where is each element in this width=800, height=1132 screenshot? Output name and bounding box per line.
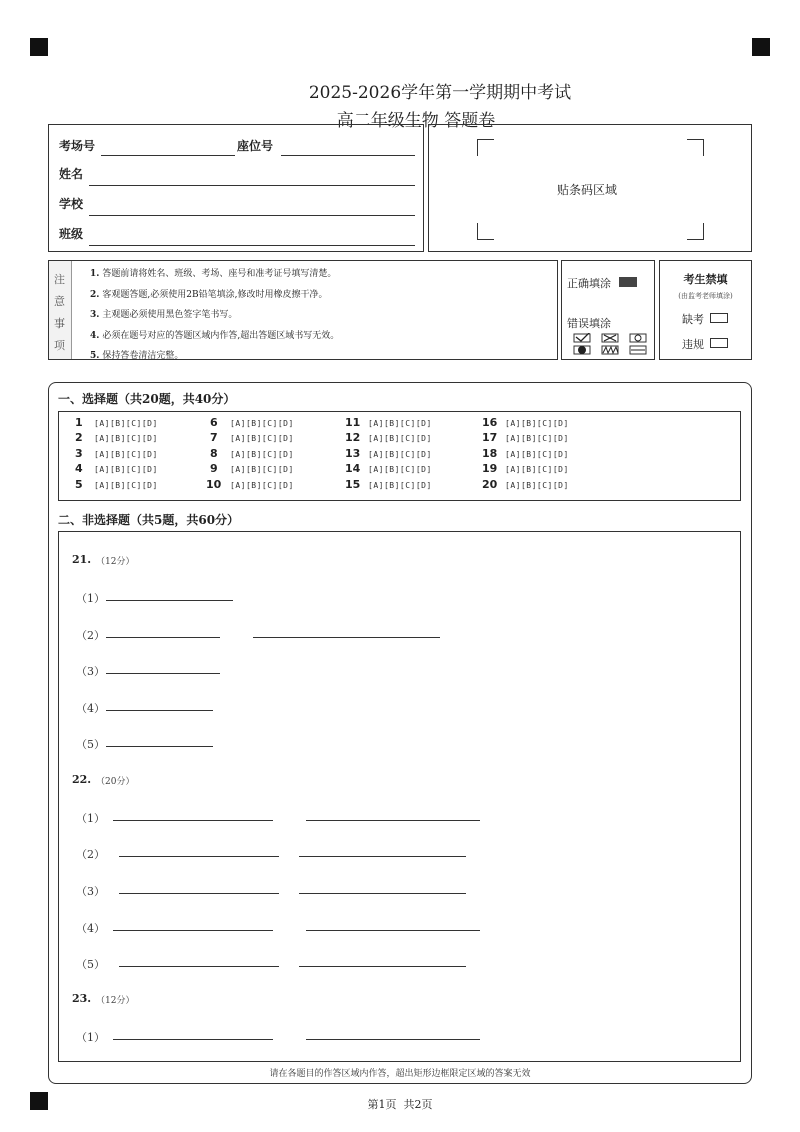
bracket-bottom-left <box>477 223 494 240</box>
answer-line[interactable] <box>119 856 279 857</box>
choice-options[interactable]: [A][B][C][D] <box>94 481 158 490</box>
page-number: 第1页 共2页 <box>367 1098 433 1111</box>
q21-part-label: （5） <box>76 738 105 751</box>
choice-options[interactable]: [A][B][C][D] <box>505 465 569 474</box>
bracket-top-right <box>687 139 704 156</box>
q21-part-label: （4） <box>76 702 105 715</box>
choice-number: 9 <box>210 462 218 475</box>
school-field[interactable] <box>89 215 415 216</box>
wrong-fill-label: 错误填涂 <box>567 317 611 330</box>
q22-number: 22. <box>72 773 92 786</box>
choice-number: 20 <box>482 478 498 491</box>
answer-line[interactable] <box>119 966 279 967</box>
choice-options[interactable]: [A][B][C][D] <box>230 434 294 443</box>
violation-checkbox[interactable] <box>710 338 728 348</box>
choice-options[interactable]: [A][B][C][D] <box>368 465 432 474</box>
choice-options[interactable]: [A][B][C][D] <box>368 434 432 443</box>
class-label: 班级 <box>59 227 84 241</box>
answer-line[interactable] <box>306 930 480 931</box>
answer-line[interactable] <box>113 820 273 821</box>
violation-label: 违规 <box>682 338 704 351</box>
q22-part-label: （1） <box>76 812 105 825</box>
choice-number: 7 <box>210 431 218 444</box>
corner-mark-top-left <box>30 38 48 56</box>
choice-options[interactable]: [A][B][C][D] <box>505 419 569 428</box>
choice-number: 16 <box>482 416 498 429</box>
absent-checkbox[interactable] <box>710 313 728 323</box>
choice-number: 2 <box>75 431 83 444</box>
seat-label: 座位号 <box>237 139 274 153</box>
choice-options[interactable]: [A][B][C][D] <box>368 419 432 428</box>
answer-line[interactable] <box>306 820 480 821</box>
student-info-box <box>48 124 424 252</box>
q23-number: 23. <box>72 992 92 1005</box>
choice-options[interactable]: [A][B][C][D] <box>230 419 294 428</box>
choice-options[interactable]: [A][B][C][D] <box>505 481 569 490</box>
choice-number: 1 <box>75 416 83 429</box>
answer-line[interactable] <box>106 673 220 674</box>
choice-number: 8 <box>210 447 218 460</box>
choice-number: 19 <box>482 462 498 475</box>
answer-line[interactable] <box>306 1039 480 1040</box>
choice-options[interactable]: [A][B][C][D] <box>230 465 294 474</box>
proctor-only-box <box>659 260 752 360</box>
exam-subtitle: 高二年级生物 答题卷 <box>336 111 496 131</box>
exam-title: 2025-2026学年第一学期期中考试 <box>308 83 572 103</box>
notice-item: 2. 客观题答题,必须使用2B铅笔填涂,修改时用橡皮擦干净。 <box>90 290 328 300</box>
choice-number: 14 <box>345 462 361 475</box>
choice-options[interactable]: [A][B][C][D] <box>94 434 158 443</box>
seat-field[interactable] <box>281 155 415 156</box>
exam-room-label: 考场号 <box>59 139 96 153</box>
choice-number: 11 <box>345 416 361 429</box>
choice-number: 3 <box>75 447 83 460</box>
choice-number: 4 <box>75 462 83 475</box>
q21-score: （12分） <box>96 557 135 567</box>
class-field[interactable] <box>89 245 415 246</box>
q21-number: 21. <box>72 553 92 566</box>
q22-score: （20分） <box>96 777 135 787</box>
section1-title: 一、选择题（共20题，共40分） <box>58 392 236 406</box>
notice-item: 4. 必须在题号对应的答题区域内作答,超出答题区域书写无效。 <box>90 331 340 341</box>
wrong-fill-check <box>574 333 590 354</box>
choice-number: 6 <box>210 416 218 429</box>
wrong-fill-samples <box>572 333 652 355</box>
q22-part-label: （2） <box>76 848 105 861</box>
q23-part-label: （1） <box>76 1031 105 1044</box>
choice-number: 10 <box>206 478 222 491</box>
choice-number: 15 <box>345 478 361 491</box>
choice-options[interactable]: [A][B][C][D] <box>505 450 569 459</box>
barcode-area <box>428 124 752 252</box>
q22-part-label: （4） <box>76 922 105 935</box>
bracket-top-left <box>477 139 494 156</box>
wrong-fill-cross <box>602 334 618 354</box>
section2-title: 二、非选择题（共5题，共60分） <box>58 513 240 527</box>
notice-item: 3. 主观题必须使用黑色签字笔书写。 <box>90 310 238 320</box>
choice-number: 12 <box>345 431 361 444</box>
choice-number: 5 <box>75 478 83 491</box>
choice-number: 18 <box>482 447 498 460</box>
answer-line[interactable] <box>119 893 279 894</box>
choice-options[interactable]: [A][B][C][D] <box>505 434 569 443</box>
notice-item: 1. 答题前请将姓名、班级、考场、座号和准考证号填写清楚。 <box>90 269 337 279</box>
absent-label: 缺考 <box>682 313 704 326</box>
answer-line[interactable] <box>106 637 220 638</box>
exam-room-field[interactable] <box>101 155 235 156</box>
choice-options[interactable]: [A][B][C][D] <box>94 465 158 474</box>
notice-side-char: 意 <box>54 295 65 308</box>
answer-line[interactable] <box>299 856 466 857</box>
q22-part-label: （5） <box>76 958 105 971</box>
answer-line[interactable] <box>253 637 440 638</box>
name-field[interactable] <box>89 185 415 186</box>
q21-part-label: （3） <box>76 665 105 678</box>
proctor-only-note: (由监考老师填涂) <box>678 292 733 300</box>
correct-fill-sample <box>619 277 637 287</box>
answer-line[interactable] <box>113 1039 273 1040</box>
q21-part-label: （1） <box>76 592 105 605</box>
answer-line[interactable] <box>299 893 466 894</box>
notice-side-char: 事 <box>54 317 65 330</box>
notice-side-char: 项 <box>54 339 65 352</box>
answer-line[interactable] <box>106 600 233 601</box>
choice-number: 13 <box>345 447 361 460</box>
choice-options[interactable]: [A][B][C][D] <box>230 450 294 459</box>
notice-item: 5. 保持答卷清洁完整。 <box>90 351 184 361</box>
subjective-area <box>58 531 741 1062</box>
answer-line[interactable] <box>106 746 213 747</box>
corner-mark-top-right <box>752 38 770 56</box>
wrong-fill-circle <box>630 334 646 354</box>
choice-options[interactable]: [A][B][C][D] <box>368 450 432 459</box>
correct-fill-label: 正确填涂 <box>567 277 611 290</box>
answer-area-warning: 请在各题目的作答区域内作答，超出矩形边框限定区域的答案无效 <box>269 1069 531 1079</box>
q21-part-label: （2） <box>76 629 105 642</box>
barcode-label: 贴条码区域 <box>557 183 618 197</box>
choice-options[interactable]: [A][B][C][D] <box>230 481 294 490</box>
bracket-bottom-right <box>687 223 704 240</box>
answer-line[interactable] <box>113 930 273 931</box>
choice-options[interactable]: [A][B][C][D] <box>94 450 158 459</box>
choice-options[interactable]: [A][B][C][D] <box>94 419 158 428</box>
answer-line[interactable] <box>299 966 466 967</box>
school-label: 学校 <box>59 197 84 211</box>
name-label: 姓名 <box>59 167 84 181</box>
q22-part-label: （3） <box>76 885 105 898</box>
choice-options[interactable]: [A][B][C][D] <box>368 481 432 490</box>
answer-line[interactable] <box>106 710 213 711</box>
notice-side <box>49 261 72 359</box>
choice-number: 17 <box>482 431 498 444</box>
notice-side-char: 注 <box>54 273 65 286</box>
proctor-only-title: 考生禁填 <box>683 273 728 286</box>
fill-example-box <box>561 260 655 360</box>
q23-score: （12分） <box>96 996 135 1006</box>
